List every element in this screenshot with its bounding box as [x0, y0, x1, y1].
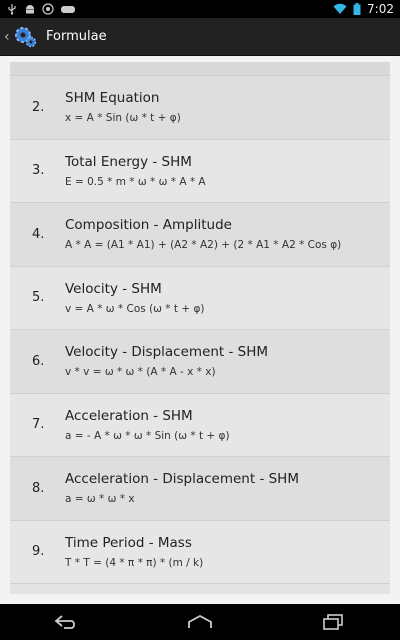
physics-gear-icon	[12, 24, 38, 50]
item-title: Acceleration - Displacement - SHM	[65, 471, 299, 488]
item-formula: v * v = ω * ω * (A * A - x * x)	[65, 366, 216, 379]
back-button[interactable]	[47, 608, 87, 636]
formula-list[interactable]	[10, 62, 390, 594]
up-navigation[interactable]	[4, 24, 46, 50]
system-icons	[333, 2, 394, 16]
wifi-icon	[333, 3, 347, 15]
sync-icon	[42, 3, 54, 15]
list-item[interactable]	[10, 267, 390, 331]
recents-button[interactable]	[313, 608, 353, 636]
back-icon	[54, 615, 80, 629]
android-icon	[24, 3, 36, 15]
home-button[interactable]	[180, 608, 220, 636]
item-title: Acceleration - SHM	[65, 407, 193, 424]
home-icon	[187, 615, 213, 629]
gamepad-icon	[60, 3, 76, 15]
item-number: 9.	[32, 544, 45, 560]
list-item[interactable]	[10, 457, 390, 521]
battery-icon	[353, 3, 361, 15]
item-title: SHM Equation	[65, 90, 160, 107]
content-area	[0, 56, 400, 604]
item-number: 5.	[32, 290, 45, 306]
item-formula: a = - A * ω * ω * Sin (ω * t + φ)	[65, 429, 230, 442]
list-item[interactable]	[10, 140, 390, 204]
page-title: Formulae	[46, 29, 107, 44]
list-item[interactable]	[10, 330, 390, 394]
item-formula: E = 0.5 * m * ω * ω * A * A	[65, 175, 206, 188]
item-title: Velocity - Displacement - SHM	[65, 344, 269, 361]
list-top-divider	[10, 62, 390, 76]
clock: 7:02	[367, 2, 394, 16]
item-number: 6.	[32, 353, 45, 369]
item-formula: v = A * ω * Cos (ω * t + φ)	[65, 302, 205, 315]
item-title: Total Energy - SHM	[65, 153, 192, 170]
navigation-bar	[0, 604, 400, 640]
list-item[interactable]	[10, 521, 390, 585]
item-number: 7.	[32, 417, 45, 433]
recents-icon	[322, 614, 344, 630]
status-bar	[0, 0, 400, 18]
item-number: 8.	[32, 480, 45, 496]
action-bar	[0, 18, 400, 56]
item-number: 3.	[32, 163, 45, 179]
item-title: Composition - Amplitude	[65, 217, 232, 234]
item-title: Time Period - Mass	[65, 534, 192, 551]
item-number: 4.	[32, 226, 45, 242]
item-formula: a = ω * ω * x	[65, 493, 135, 506]
list-item[interactable]	[10, 203, 390, 267]
item-number: 2.	[32, 99, 45, 115]
usb-icon	[6, 3, 18, 15]
list-item[interactable]	[10, 394, 390, 458]
item-formula: T * T = (4 * π * π) * (m / k)	[65, 556, 204, 569]
chevron-left-icon: ‹	[4, 28, 10, 45]
item-formula: A * A = (A1 * A1) + (A2 * A2) + (2 * A1 * A2 * Cos φ)	[65, 239, 342, 252]
notification-icons	[6, 3, 76, 15]
item-title: Velocity - SHM	[65, 280, 162, 297]
list-item[interactable]	[10, 76, 390, 140]
item-formula: x = A * Sin (ω * t + φ)	[65, 112, 181, 125]
